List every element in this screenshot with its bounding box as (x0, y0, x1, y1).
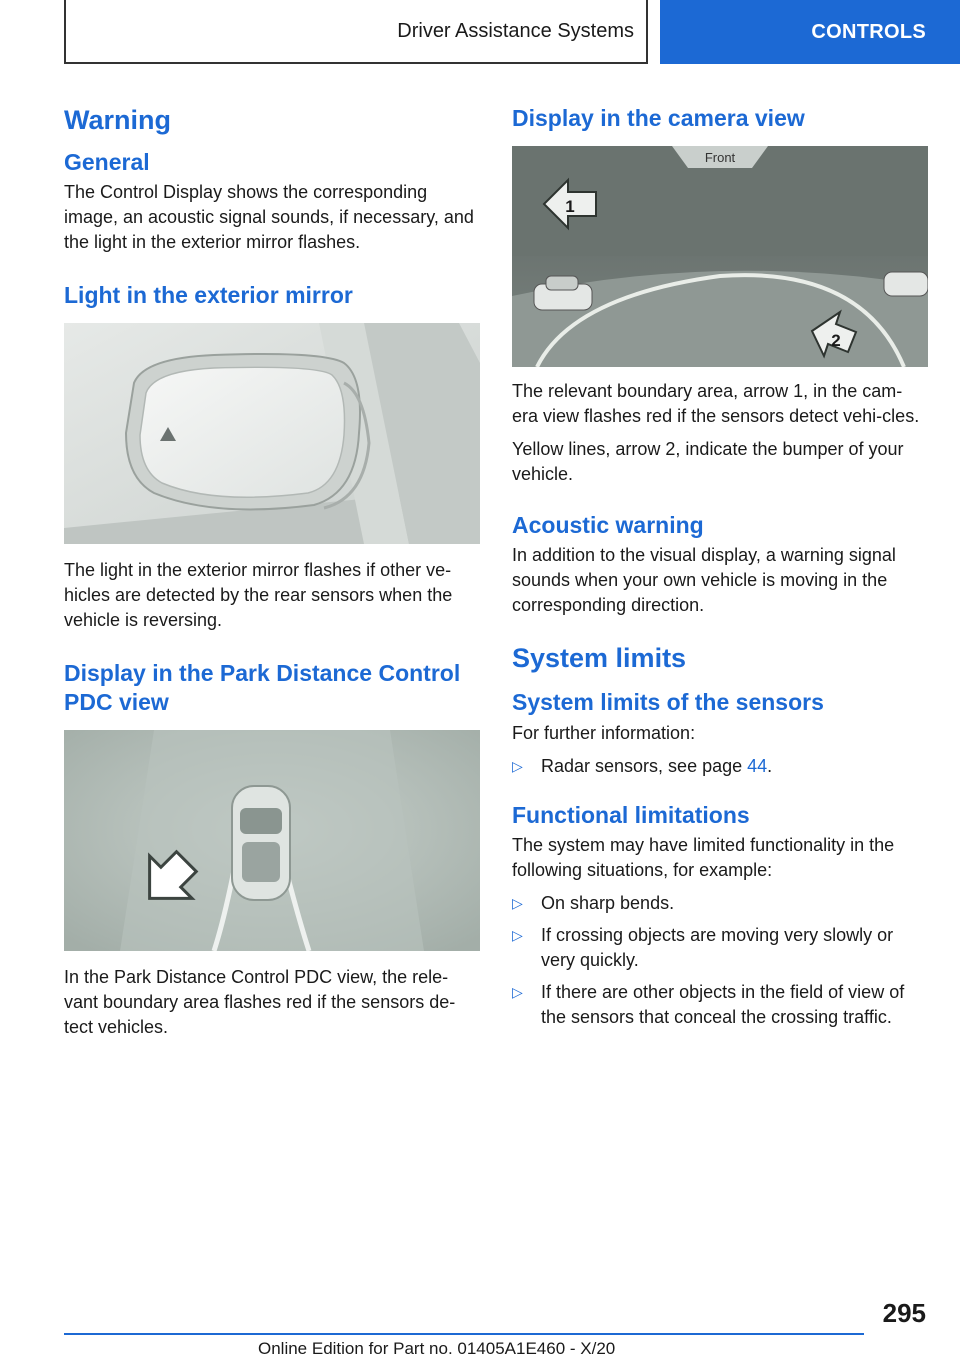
warning-heading: Warning (64, 105, 171, 135)
mirror-heading: Light in the exterior mirror (64, 282, 353, 309)
functional-heading: Functional limitations (512, 801, 750, 828)
header-section-title: Driver Assistance Systems (397, 19, 634, 42)
functional-list (512, 891, 928, 1030)
sensors-heading: System limits of the sensors (512, 689, 824, 716)
general-heading: General (64, 149, 150, 176)
system-limits-heading: System limits (512, 643, 687, 674)
list-item (512, 980, 928, 1030)
bullet-triangle-icon: ▷ (512, 983, 523, 1000)
bullet-triangle-icon: ▷ (512, 894, 523, 911)
sensors-list (512, 754, 928, 779)
header-chapter-title: CONTROLS (811, 20, 926, 43)
camera-text-2: Yellow lines, arrow 2, indicate the bumper of your vehicle. (512, 439, 904, 485)
bullet-triangle-icon: ▷ (512, 757, 523, 774)
pdc-text: In the Park Distance Control PDC view, the rele-vant boundary area flashes red if the sensors de-tect vehicles. (64, 966, 456, 1037)
camera-arrow-1-label: 1 (565, 197, 575, 217)
general-text: The Control Display shows the corresponding image, an acoustic signal sounds, if necessary, and the light in the exterior mirror flashes. (64, 182, 474, 253)
right-column (512, 96, 928, 1030)
acoustic-text: In addition to the visual display, a warning signal sounds when your own vehicle is moving in the corresponding direction. (512, 545, 896, 616)
footer-divider (64, 1333, 864, 1335)
functional-item-text: If crossing objects are moving very slowly or very quickly. (541, 924, 894, 970)
pdc-heading: Display in the Park Distance Control PDC view (64, 660, 461, 715)
acoustic-heading: Acoustic warning (512, 512, 704, 539)
functional-item-text: If there are other objects in the field of view of the sensors that conceal the crossing traffic. (541, 981, 905, 1027)
bullet-triangle-icon: ▷ (512, 926, 523, 943)
camera-text-1: The relevant boundary area, arrow 1, in the cam-era view flashes red if the sensors detect vehi-cles. (512, 381, 920, 427)
footer-edition: Online Edition for Part no. 01405A1E460 - X/20 (258, 1339, 616, 1358)
sensors-item-end: . (767, 755, 773, 776)
camera-view-figure (512, 146, 928, 367)
camera-arrow-2-label: 2 (831, 331, 841, 351)
functional-item-text: On sharp bends. (541, 892, 675, 913)
list-item (512, 891, 928, 916)
pdc-view-figure (64, 730, 480, 951)
functional-text: The system may have limited functionality in the following situations, for example: (512, 834, 895, 880)
list-item (512, 754, 928, 779)
camera-front-label: Front (704, 150, 736, 166)
page-link-44[interactable]: 44 (747, 755, 768, 776)
list-item (512, 923, 928, 973)
sensors-item-text: Radar sensors, see page (541, 755, 748, 776)
exterior-mirror-figure (64, 323, 480, 544)
camera-heading: Display in the camera view (512, 105, 805, 131)
left-column (64, 96, 480, 1040)
header-chapter-tab[interactable] (660, 0, 960, 64)
sensors-text: For further information: (512, 722, 696, 743)
header-section (64, 0, 648, 64)
page-number: 295 (882, 1298, 926, 1328)
mirror-text: The light in the exterior mirror flashes if other ve-hicles are detected by the rear sensors when the vehicle is reversing. (64, 560, 453, 631)
